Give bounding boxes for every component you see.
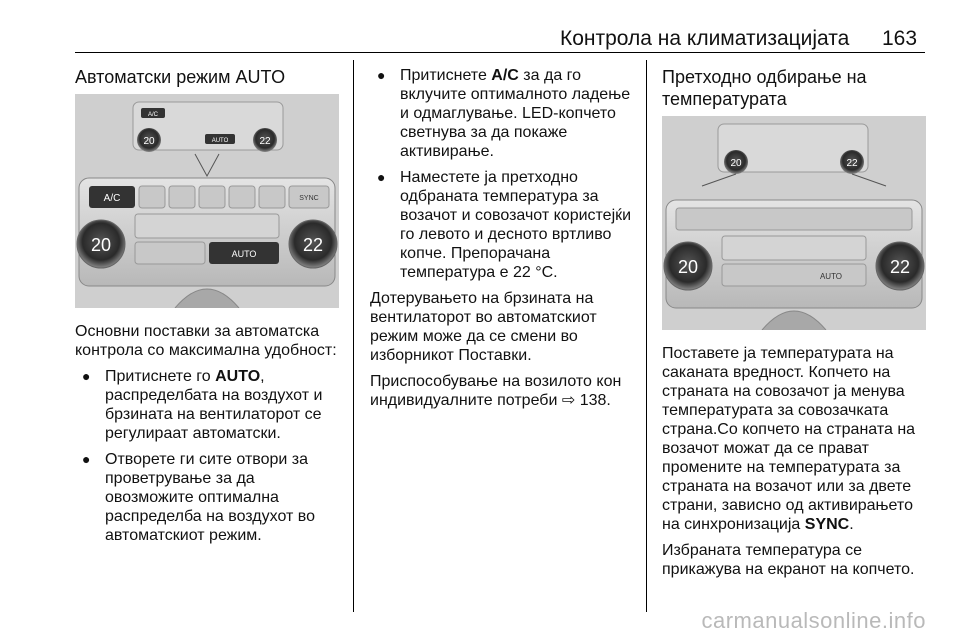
left-temp: 20 [90,235,112,255]
auto-term: AUTO [215,368,261,385]
fan-speed-paragraph: Дотерувањето на брзината на вентилаторот во автоматскиот режим може да се смени во изборникот Поставки. [370,290,597,364]
bullet-icon: ● [377,67,386,83]
section-heading-temperature: Претходно одбирање на температурата [662,67,867,109]
left-temp: 20 [677,257,699,277]
column-divider-1 [353,60,354,612]
bullet-icon: ● [377,169,386,185]
left-temp-small: 20 [143,136,155,147]
intro-paragraph: Основни поставки за автоматска контрола со максимална удобност: [75,323,337,359]
list-item: ● Наместете ја претходно одбраната температура за возачот и совозачот користејќи го левото и десното вртливо копче. Препорачана температура е 22 °C. [377,169,632,281]
header-rule [75,52,925,53]
right-temp: 22 [889,257,911,277]
auto-label: AUTO [819,272,843,281]
temperature-paragraph: Поставете ја температурата на саканата вредност. Копчето на страната на совозачот ја менува температурата за совозачката страна.Со копчето на страната на возачот можат да се прават промените на температурата за страната на возачот или за двете страни, зависно од активирањето на синхронизација SYNC. [662,345,916,533]
column-3 [662,66,930,586]
sync-label: SYNC [299,195,319,202]
ac-term: A/C [491,67,519,84]
page-number: 163 [882,27,918,50]
section-heading-auto: Автоматски режим AUTO [75,67,286,87]
auto-label: AUTO [231,249,257,259]
page-reference: 138. [579,392,611,409]
auto-label-small: AUTO [211,138,229,144]
ac-label: A/C [103,193,121,204]
list-item: ● Отворете ги сите отвори за проветрување за да овозможите оптимална распределба на воздухот во автоматскиот режим. [82,451,315,544]
auto-steps-list [75,367,343,545]
ac-label-small: A/C [147,112,159,118]
page-reference-icon: ⇨ [561,392,576,409]
right-temp-small: 22 [846,158,858,169]
list-item: ● Притиснете A/C за да го вклучите оптималното ладење и одмаглување. LED-копчето светнува за да покаже активирање. [377,67,631,160]
right-temp-small: 22 [259,136,271,147]
list-item: ● Притиснете го AUTO, распределбата на воздухот и брзината на вентилаторот се регулираат автоматски. [82,368,323,442]
personalization-paragraph: Приспособување на возилото кон индивидуалните потреби ⇨ 138. [370,373,622,409]
sync-term: SYNC [804,516,850,533]
header-title: Контрола на климатизацијата [560,27,850,50]
temperature-panel-figure [662,116,926,330]
auto-steps-list-continued [370,66,638,282]
climate-panel-figure [75,94,339,308]
bullet-icon: ● [82,451,91,467]
watermark: carmanualsonline.info [701,608,926,633]
column-2 [370,66,638,417]
right-temp: 22 [302,235,324,255]
display-paragraph: Избраната температура се прикажува на екранот на копчето. [662,542,915,578]
column-divider-2 [646,60,647,612]
column-1 [75,66,343,552]
left-temp-small: 20 [730,158,742,169]
bullet-icon: ● [82,368,91,384]
